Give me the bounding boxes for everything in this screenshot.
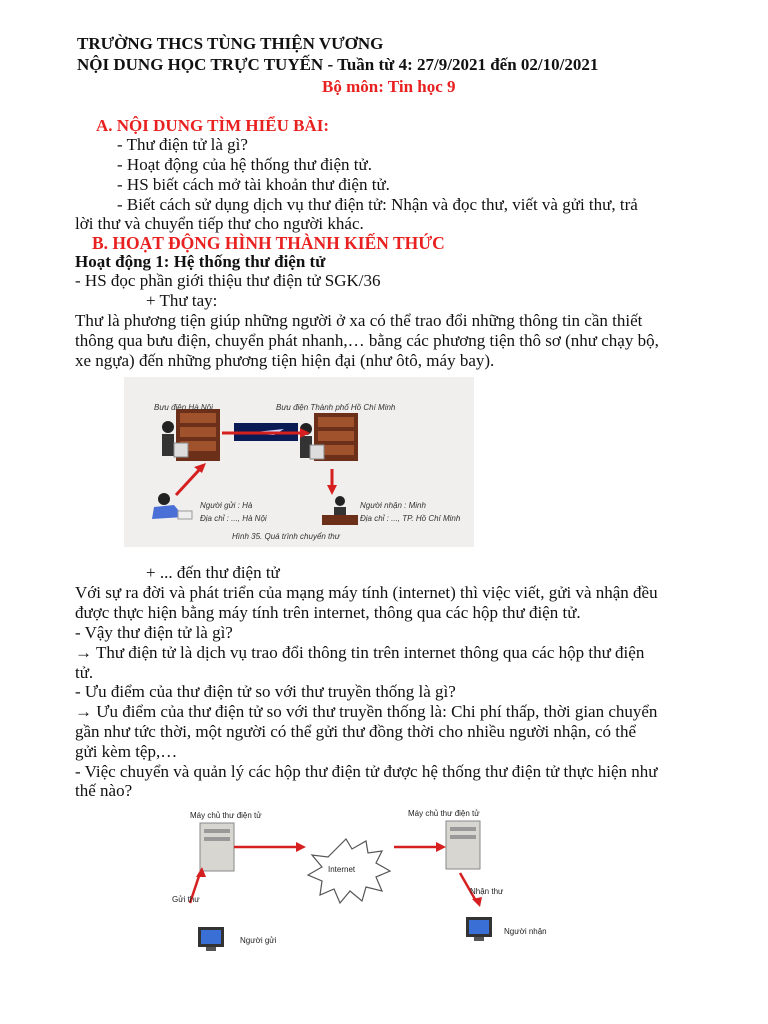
- mail-server-right-icon: [446, 821, 480, 869]
- section-a-item: - Hoạt động của hệ thống thư điện tử.: [117, 155, 372, 174]
- section-a-item: - HS biết cách mở tài khoản thư điện tử.: [117, 175, 390, 194]
- section-a-title: A. NỘI DUNG TÌM HIỂU BÀI:: [96, 116, 329, 135]
- body-line: Với sự ra đời và phát triển của mạng máy tính (internet) thì việc viết, gửi và nhận đều: [75, 583, 658, 602]
- figure-caption: Hình 35. Quá trình chuyển thư: [232, 532, 340, 541]
- body-line: Thư là phương tiện giúp những người ở xa có thể trao đổi những thông tin cần thiết: [75, 311, 643, 330]
- body-line: + ... đến thư điện tử: [146, 563, 280, 582]
- label-receiver-name: Người nhận : Minh: [360, 501, 426, 510]
- body-line: → Ưu điểm của thư điện tử so với thư truyền thống là: Chi phí thấp, thời gian chuyển: [75, 702, 658, 721]
- body-line: - HS đọc phần giới thiệu thư điện tử SGK/36: [75, 271, 381, 290]
- section-a-item: lời thư và chuyển tiếp thư cho người khác.: [75, 214, 364, 233]
- post-office-hcm-icon: [300, 413, 358, 461]
- body-line: - Ưu điểm của thư điện tử so với thư truyền thống là gì?: [75, 682, 456, 701]
- body-line: được thực hiện bằng máy tính trên internet, thông qua các hộp thư điện tử.: [75, 603, 581, 622]
- label-server-left: Máy chủ thư điện tử: [190, 811, 262, 820]
- post-office-hanoi-icon: [162, 409, 220, 461]
- body-line: gửi kèm tệp,…: [75, 742, 178, 761]
- body-line: - Việc chuyển và quản lý các hộp thư điện tử được hệ thống thư điện tử thực hiện như: [75, 762, 658, 781]
- body-line: gần như tức thời, một người có thể gửi thư đồng thời cho nhiều người nhận, có thể: [75, 722, 637, 741]
- label-sender: Người gửi: [240, 936, 277, 945]
- label-receiver-addr: Địa chỉ : ..., TP. Hồ Chí Minh: [360, 514, 461, 523]
- label-send: Gửi thư: [172, 895, 200, 904]
- body-line: → Thư điện tử là dịch vụ trao đổi thông tin trên internet thông qua các hộp thư điện: [75, 643, 645, 662]
- label-receive: Nhận thư: [470, 887, 504, 896]
- body-line: tử.: [75, 663, 94, 682]
- body-line: thông qua bưu điện, chuyển phát nhanh,… bằng các phương tiện thô sơ (như chạy bộ,: [75, 331, 659, 350]
- sender-computer-icon: [198, 927, 224, 951]
- section-b-title: B. HOẠT ĐỘNG HÌNH THÀNH KIẾN THỨC: [92, 233, 445, 253]
- section-a-item: - Biết cách sử dụng dịch vụ thư điện tử: Nhận và đọc thư, viết và gửi thư, trả: [117, 195, 638, 214]
- mail-process-figure: [124, 377, 474, 547]
- body-line: + Thư tay:: [146, 291, 218, 310]
- sender-person-icon: [152, 493, 192, 519]
- label-post-hanoi: Bưu điện Hà Nội: [154, 403, 213, 412]
- school-name: TRƯỜNG THCS TÙNG THIỆN VƯƠNG: [77, 34, 384, 53]
- section-a-item: - Thư điện tử là gì?: [117, 135, 248, 154]
- label-server-right: Máy chủ thư điện tử: [408, 809, 480, 818]
- label-post-hcm: Bưu điện Thành phố Hồ Chí Minh: [276, 403, 396, 412]
- email-system-figure: [160, 803, 560, 963]
- subject-title: Bộ môn: Tin học 9: [322, 77, 456, 96]
- receiver-person-icon: [322, 496, 358, 525]
- receiver-computer-icon: [466, 917, 492, 941]
- body-line: - Vậy thư điện tử là gì?: [75, 623, 233, 642]
- label-internet: Internet: [328, 865, 356, 874]
- label-sender-name: Người gửi : Hà: [200, 501, 253, 510]
- activity-title: Hoạt động 1: Hệ thống thư điện tử: [75, 252, 326, 271]
- body-line: xe ngựa) đến những phương tiện hiện đại (như ôtô, máy bay).: [75, 351, 495, 370]
- course-title: NỘI DUNG HỌC TRỰC TUYẾN - Tuần từ 4: 27/9/2021 đến 02/10/2021: [77, 55, 599, 74]
- mail-server-left-icon: [200, 823, 234, 871]
- label-sender-addr: Địa chỉ : ..., Hà Nội: [200, 514, 267, 523]
- label-receiver: Người nhận: [504, 927, 547, 936]
- email-system-illustration: [160, 803, 560, 963]
- body-line: thế nào?: [75, 781, 133, 800]
